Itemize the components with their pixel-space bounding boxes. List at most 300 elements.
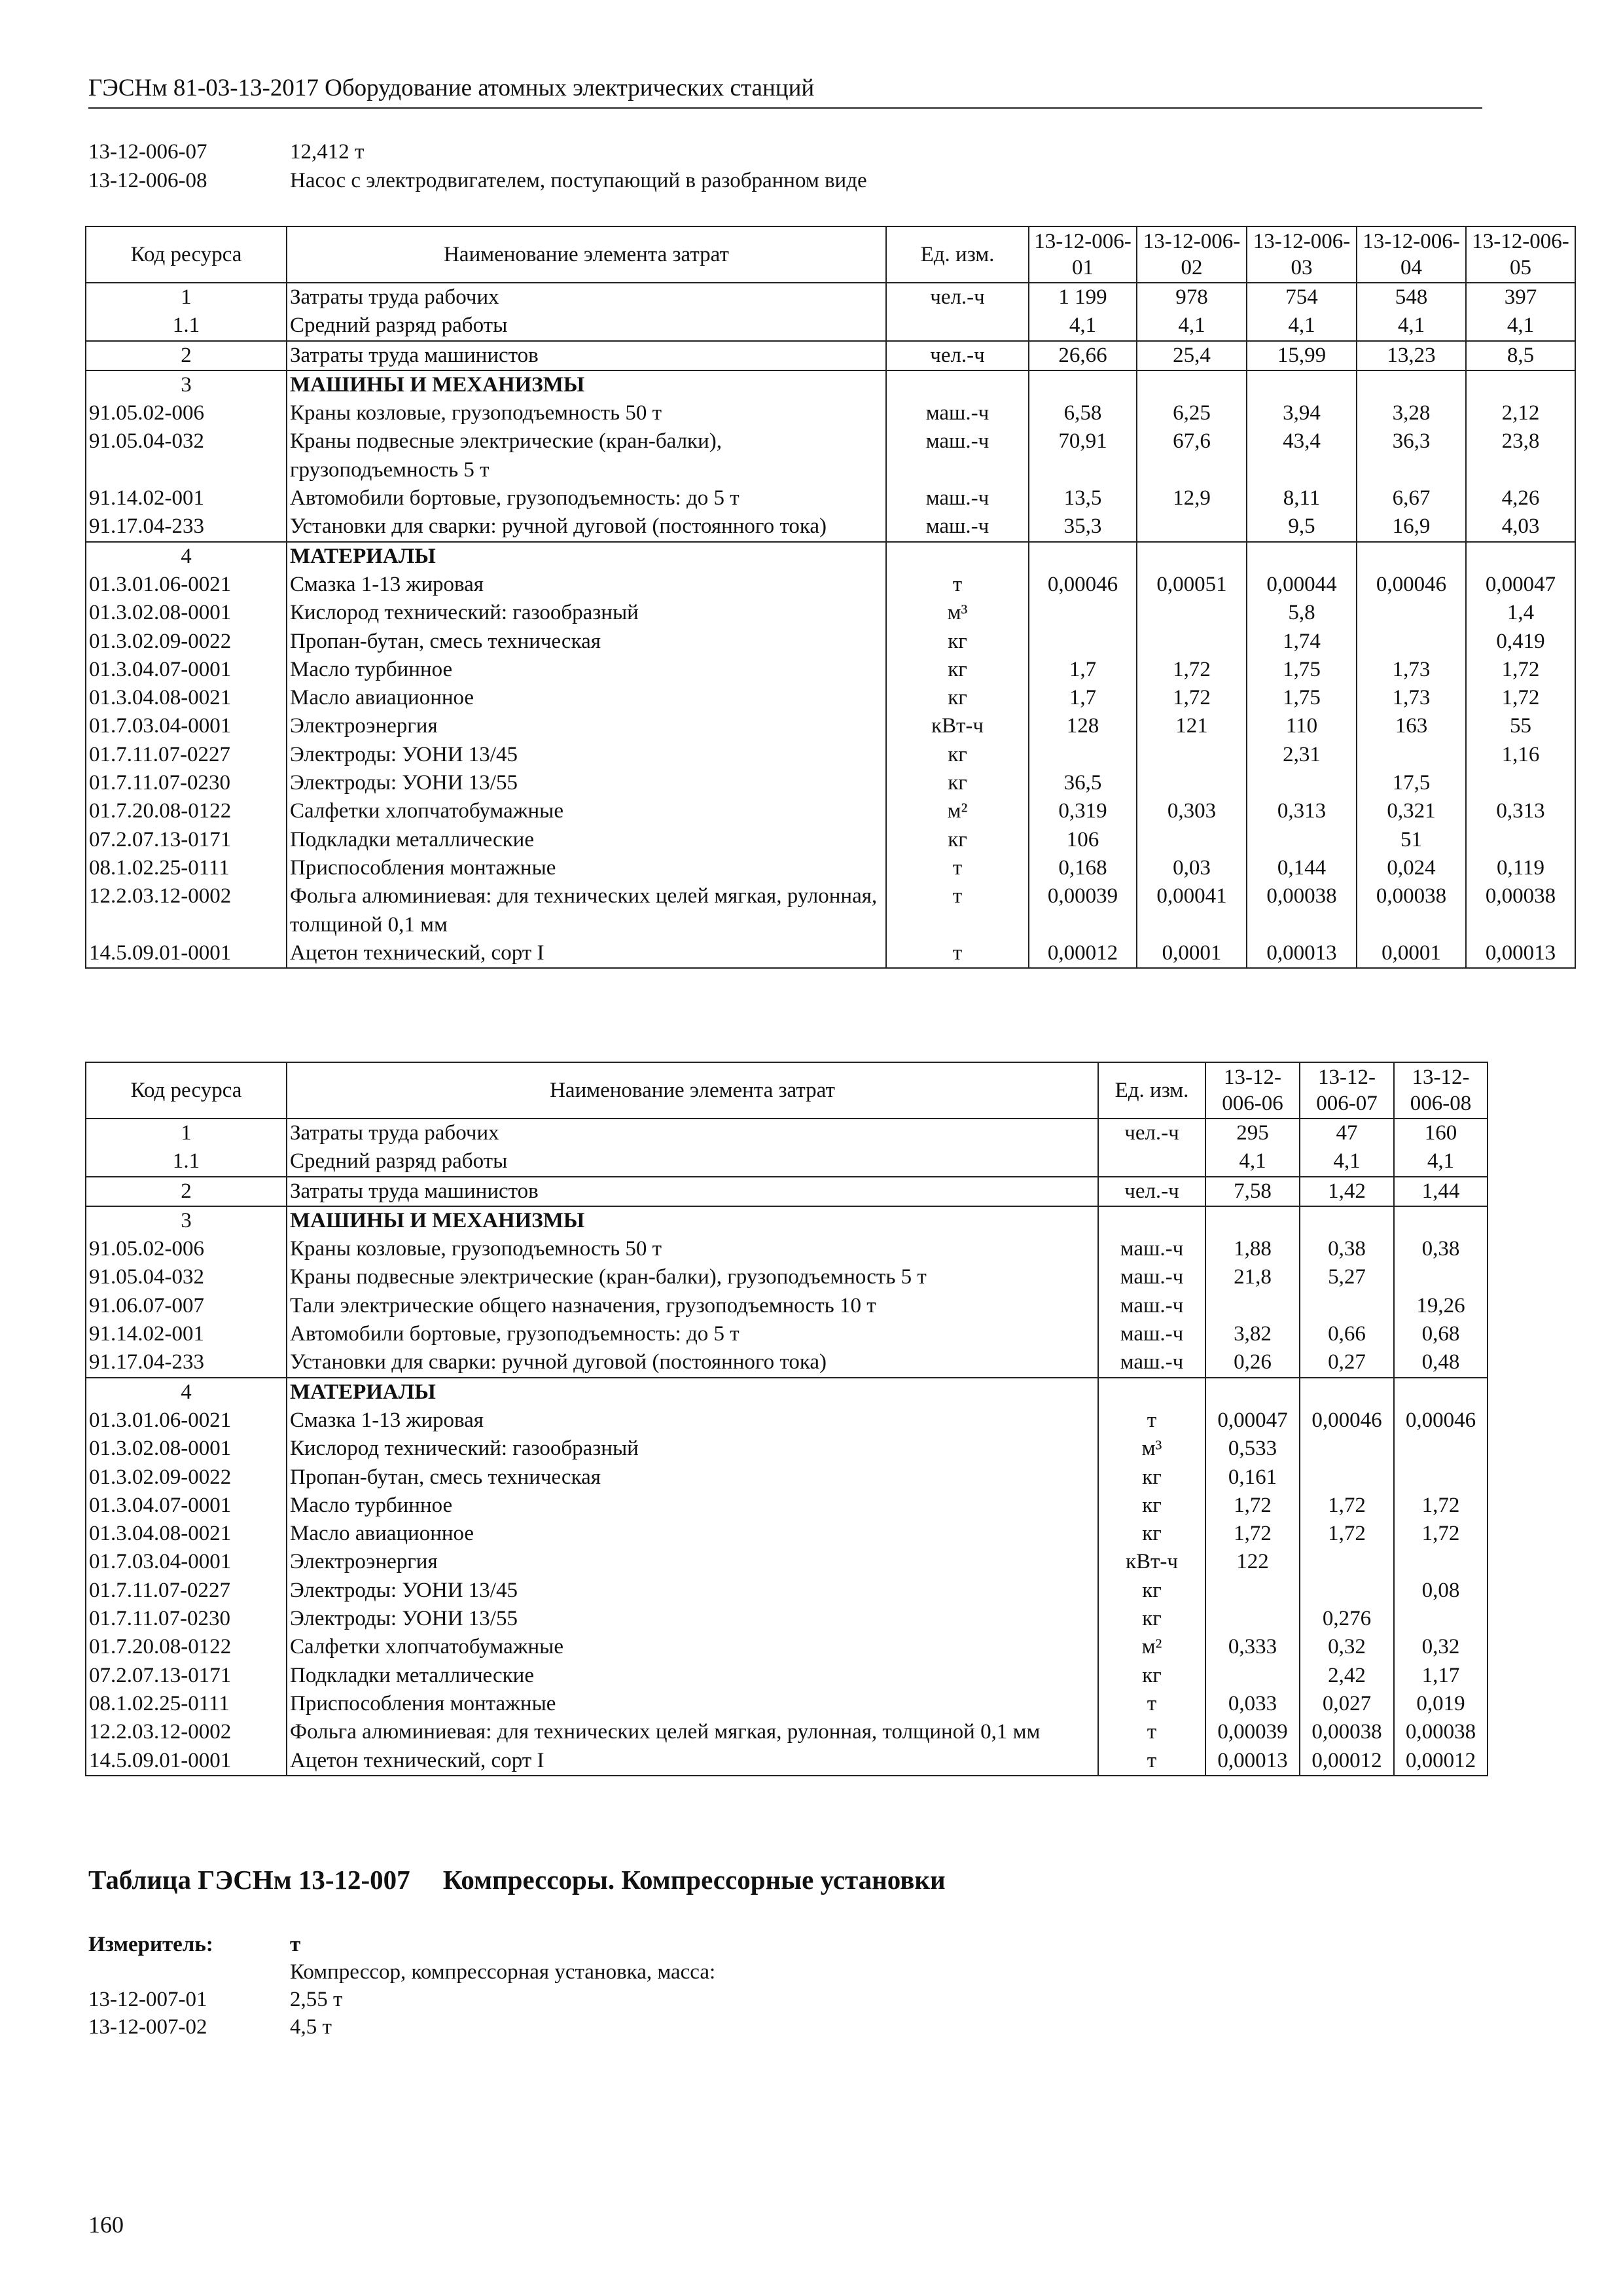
unit: кг <box>1098 1577 1205 1605</box>
norm-value: 0,00039 <box>1029 882 1137 939</box>
table-row <box>86 656 1575 684</box>
cost-element-name: Подкладки металлические <box>287 1662 1098 1690</box>
unit: м³ <box>886 599 1029 627</box>
unit: м² <box>1098 1633 1205 1661</box>
cost-element-name: Средний разряд работы <box>287 312 886 340</box>
unit: маш.-ч <box>886 484 1029 512</box>
cost-element-name: Затраты труда машинистов <box>287 1177 1098 1206</box>
norm-value: 0,321 <box>1357 797 1466 825</box>
cost-element-name: Пропан-бутан, смесь техническая <box>287 628 886 656</box>
unit: маш.-ч <box>1098 1292 1205 1320</box>
norm-value: 0,033 <box>1205 1690 1300 1718</box>
norm-value: 36,3 <box>1357 427 1466 484</box>
norm-value: 106 <box>1029 826 1137 854</box>
header-norm-code: 13-12-006-03 <box>1247 226 1357 283</box>
norm-value: 978 <box>1137 283 1247 312</box>
table-row <box>86 1378 1488 1407</box>
intro-block <box>88 137 867 195</box>
resource-code: 01.7.11.07-0227 <box>86 741 287 769</box>
unit: т <box>886 939 1029 968</box>
norm-value: 4,1 <box>1394 1147 1488 1176</box>
resource-code: 2 <box>86 1177 287 1206</box>
table-row <box>86 599 1575 627</box>
norm-value: 36,5 <box>1029 769 1137 797</box>
norm-value: 0,00012 <box>1029 939 1137 968</box>
table-row <box>86 542 1575 571</box>
norm-value: 1,73 <box>1357 684 1466 712</box>
header-norm-code: 13-12-006-05 <box>1466 226 1575 283</box>
table-row <box>86 1662 1488 1690</box>
norm-value: 1,16 <box>1466 741 1575 769</box>
page-number: 160 <box>88 2212 124 2238</box>
unit: маш.-ч <box>1098 1320 1205 1348</box>
norm-value: 0,00039 <box>1205 1718 1300 1746</box>
cost-element-name: Салфетки хлопчатобумажные <box>287 797 886 825</box>
resource-code: 01.3.04.08-0021 <box>86 1520 287 1548</box>
unit: маш.-ч <box>886 512 1029 541</box>
unit: кг <box>886 656 1029 684</box>
norm-value: 4,1 <box>1357 312 1466 340</box>
norm-value: 51 <box>1357 826 1466 854</box>
meter-text: 2,55 т <box>290 1988 343 2011</box>
unit: кг <box>886 684 1029 712</box>
norm-value: 23,8 <box>1466 427 1575 484</box>
cost-element-name: МАТЕРИАЛЫ <box>287 542 886 571</box>
table-row <box>86 1520 1488 1548</box>
cost-element-name: Автомобили бортовые, грузоподъемность: до 5 т <box>287 484 886 512</box>
cost-element-name: Тали электрические общего назначения, грузоподъемность 10 т <box>287 1292 1098 1320</box>
norm-value: 3,94 <box>1247 399 1357 427</box>
norm-value <box>1137 628 1247 656</box>
table-row <box>86 370 1575 399</box>
cost-element-name: Пропан-бутан, смесь техническая <box>287 1463 1098 1492</box>
norm-value: 0,313 <box>1466 797 1575 825</box>
norm-value: 4,1 <box>1247 312 1357 340</box>
resource-code: 01.3.02.09-0022 <box>86 628 287 656</box>
norm-value: 1 199 <box>1029 283 1137 312</box>
norm-value: 4,1 <box>1466 312 1575 340</box>
norm-value <box>1137 769 1247 797</box>
unit: кг <box>886 628 1029 656</box>
resource-code: 01.3.04.07-0001 <box>86 1492 287 1520</box>
norm-value <box>1029 628 1137 656</box>
unit: т <box>1098 1690 1205 1718</box>
table-row <box>86 312 1575 340</box>
resource-table-1 <box>85 226 1576 969</box>
table-row <box>86 1206 1488 1235</box>
norm-value: 0,32 <box>1394 1633 1488 1661</box>
header-norm-code: 13-12-006-08 <box>1394 1062 1488 1119</box>
resource-code: 91.17.04-233 <box>86 512 287 541</box>
table-row <box>86 1492 1488 1520</box>
resource-code: 01.7.11.07-0230 <box>86 769 287 797</box>
resource-code: 01.3.04.08-0021 <box>86 684 287 712</box>
norm-value: 0,38 <box>1394 1235 1488 1263</box>
table-row <box>86 484 1575 512</box>
norm-value <box>1205 1605 1300 1633</box>
norm-value: 4,1 <box>1300 1147 1394 1176</box>
norm-value: 0,0001 <box>1357 939 1466 968</box>
norm-value: 0,08 <box>1394 1577 1488 1605</box>
header-unit: Ед. изм. <box>1098 1062 1205 1119</box>
cost-element-name: Кислород технический: газообразный <box>287 1435 1098 1463</box>
resource-code: 14.5.09.01-0001 <box>86 939 287 968</box>
norm-value: 4,1 <box>1137 312 1247 340</box>
norm-value: 0,00051 <box>1137 571 1247 599</box>
header-unit: Ед. изм. <box>886 226 1029 283</box>
norm-value: 0,161 <box>1205 1463 1300 1492</box>
meter-text: 4,5 т <box>290 2015 332 2039</box>
norm-value <box>1137 741 1247 769</box>
header-name: Наименование элемента затрат <box>287 1062 1098 1119</box>
next-table-name: Компрессоры. Компрессорные установки <box>442 1865 946 1895</box>
norm-value: 6,25 <box>1137 399 1247 427</box>
norm-value: 0,419 <box>1466 628 1575 656</box>
norm-value: 4,1 <box>1029 312 1137 340</box>
norm-value: 0,00038 <box>1394 1718 1488 1746</box>
table-row <box>86 1320 1488 1348</box>
norm-value: 13,23 <box>1357 341 1466 370</box>
norm-value: 0,319 <box>1029 797 1137 825</box>
norm-value: 1,75 <box>1247 684 1357 712</box>
norm-value <box>1394 1463 1488 1492</box>
header-norm-code: 13-12-006-07 <box>1300 1062 1394 1119</box>
meter-block <box>88 1931 715 2041</box>
norm-value: 0,00012 <box>1300 1747 1394 1776</box>
norm-value <box>1300 1292 1394 1320</box>
unit: т <box>1098 1407 1205 1435</box>
norm-value: 17,5 <box>1357 769 1466 797</box>
cost-element-name: Ацетон технический, сорт I <box>287 939 886 968</box>
unit: чел.-ч <box>886 341 1029 370</box>
cost-element-name: Масло турбинное <box>287 656 886 684</box>
table-row <box>86 1747 1488 1776</box>
unit <box>886 312 1029 340</box>
resource-table-2 <box>85 1062 1488 1776</box>
cost-element-name: Краны козловые, грузоподъемность 50 т <box>287 399 886 427</box>
unit: маш.-ч <box>886 399 1029 427</box>
resource-code: 01.3.04.07-0001 <box>86 656 287 684</box>
table-row <box>86 797 1575 825</box>
norm-value: 0,00044 <box>1247 571 1357 599</box>
resource-code: 91.05.04-032 <box>86 427 287 484</box>
norm-value: 1,72 <box>1205 1492 1300 1520</box>
norm-value <box>1137 512 1247 541</box>
meter-code: 13-12-007-02 <box>88 2015 207 2039</box>
norm-value: 2,42 <box>1300 1662 1394 1690</box>
norm-value <box>1394 1435 1488 1463</box>
norm-value: 25,4 <box>1137 341 1247 370</box>
norm-value: 6,58 <box>1029 399 1137 427</box>
norm-value: 122 <box>1205 1548 1300 1576</box>
norm-value: 2,12 <box>1466 399 1575 427</box>
resource-code: 4 <box>86 542 287 571</box>
norm-value: 1,17 <box>1394 1662 1488 1690</box>
norm-value <box>1029 599 1137 627</box>
meter-unit: т <box>290 1933 301 1956</box>
norm-value: 3,28 <box>1357 399 1466 427</box>
norm-value <box>1205 1662 1300 1690</box>
table-row <box>86 1235 1488 1263</box>
cost-element-name: Масло авиационное <box>287 1520 1098 1548</box>
norm-value: 0,303 <box>1137 797 1247 825</box>
norm-value: 0,00038 <box>1247 882 1357 939</box>
header-norm-code: 13-12-006-02 <box>1137 226 1247 283</box>
table-row <box>86 1177 1488 1206</box>
norm-value: 0,00046 <box>1029 571 1137 599</box>
norm-value: 43,4 <box>1247 427 1357 484</box>
header-name: Наименование элемента затрат <box>287 226 886 283</box>
norm-value: 0,48 <box>1394 1348 1488 1377</box>
page-header <box>88 73 1482 109</box>
norm-value: 0,00012 <box>1394 1747 1488 1776</box>
meter-row <box>88 1931 715 1958</box>
cost-element-name: Краны подвесные электрические (кран-балки), грузоподъемность 5 т <box>287 1263 1098 1291</box>
norm-value: 1,72 <box>1137 656 1247 684</box>
norm-value: 0,68 <box>1394 1320 1488 1348</box>
norm-value <box>1137 599 1247 627</box>
cost-element-name: Кислород технический: газообразный <box>287 599 886 627</box>
table-body <box>86 1119 1488 1776</box>
table-row <box>86 1548 1488 1576</box>
resource-code: 01.7.11.07-0227 <box>86 1577 287 1605</box>
header-norm-code: 13-12-006-01 <box>1029 226 1137 283</box>
norm-value: 1,72 <box>1394 1492 1488 1520</box>
unit: м³ <box>1098 1435 1205 1463</box>
table-row <box>86 1407 1488 1435</box>
table-row <box>86 684 1575 712</box>
norm-value: 0,00047 <box>1205 1407 1300 1435</box>
cost-element-name: Фольга алюминиевая: для технических целей мягкая, рулонная, толщиной 0,1 мм <box>287 1718 1098 1746</box>
resource-code: 01.3.02.08-0001 <box>86 599 287 627</box>
norm-value <box>1357 741 1466 769</box>
cost-element-name: МАТЕРИАЛЫ <box>287 1378 1098 1407</box>
norm-value <box>1357 628 1466 656</box>
resource-code: 08.1.02.25-0111 <box>86 1690 287 1718</box>
unit: чел.-ч <box>1098 1177 1205 1206</box>
norm-value: 1,74 <box>1247 628 1357 656</box>
cost-element-name: Электроды: УОНИ 13/55 <box>287 769 886 797</box>
norm-value: 4,26 <box>1466 484 1575 512</box>
norm-value: 0,119 <box>1466 854 1575 882</box>
unit: кг <box>1098 1492 1205 1520</box>
norm-value: 1,72 <box>1137 684 1247 712</box>
norm-value <box>1205 1292 1300 1320</box>
norm-value <box>1300 1577 1394 1605</box>
norm-value: 0,024 <box>1357 854 1466 882</box>
norm-value: 0,533 <box>1205 1435 1300 1463</box>
norm-value: 12,9 <box>1137 484 1247 512</box>
norm-value: 1,4 <box>1466 599 1575 627</box>
norm-value: 8,11 <box>1247 484 1357 512</box>
cost-element-name: Средний разряд работы <box>287 1147 1098 1176</box>
norm-value: 35,3 <box>1029 512 1137 541</box>
intro-text: Насос с электродвигателем, поступающий в разобранном виде <box>290 169 867 192</box>
resource-code: 01.3.01.06-0021 <box>86 571 287 599</box>
norm-value: 0,276 <box>1300 1605 1394 1633</box>
cost-element-name: Установки для сварки: ручной дуговой (постоянного тока) <box>287 1348 1098 1377</box>
norm-value: 0,00038 <box>1466 882 1575 939</box>
cost-element-name: МАШИНЫ И МЕХАНИЗМЫ <box>287 370 886 399</box>
unit: чел.-ч <box>1098 1119 1205 1147</box>
table-row <box>86 571 1575 599</box>
norm-value: 0,66 <box>1300 1320 1394 1348</box>
table-row <box>86 1263 1488 1291</box>
unit: т <box>1098 1747 1205 1776</box>
resource-code: 01.7.03.04-0001 <box>86 712 287 740</box>
table-row <box>86 769 1575 797</box>
intro-code: 13-12-006-08 <box>88 169 207 192</box>
table-row <box>86 712 1575 740</box>
cost-element-name: Затраты труда рабочих <box>287 283 886 312</box>
norm-value: 1,88 <box>1205 1235 1300 1263</box>
table-row <box>86 341 1575 370</box>
resource-code: 91.17.04-233 <box>86 1348 287 1377</box>
table-row <box>86 1718 1488 1746</box>
unit: т <box>886 854 1029 882</box>
resource-code: 91.05.02-006 <box>86 1235 287 1263</box>
resource-code: 4 <box>86 1378 287 1407</box>
resource-code: 1 <box>86 1119 287 1147</box>
norm-value <box>1137 826 1247 854</box>
unit: т <box>1098 1718 1205 1746</box>
cost-element-name: Автомобили бортовые, грузоподъемность: до 5 т <box>287 1320 1098 1348</box>
table-row <box>86 826 1575 854</box>
cost-element-name: Электроэнергия <box>287 1548 1098 1576</box>
norm-value: 0,027 <box>1300 1690 1394 1718</box>
norm-value: 1,72 <box>1205 1520 1300 1548</box>
norm-value: 1,72 <box>1466 656 1575 684</box>
unit: маш.-ч <box>886 427 1029 484</box>
cost-element-name: Установки для сварки: ручной дуговой (постоянного тока) <box>287 512 886 541</box>
norm-value: 1,44 <box>1394 1177 1488 1206</box>
table-row <box>86 1605 1488 1633</box>
cost-element-name: Салфетки хлопчатобумажные <box>287 1633 1098 1661</box>
norm-value <box>1029 370 1137 399</box>
norm-value: 19,26 <box>1394 1292 1488 1320</box>
norm-value: 0,144 <box>1247 854 1357 882</box>
cost-element-name: Электроды: УОНИ 13/45 <box>287 741 886 769</box>
intro-text: 12,412 т <box>290 140 365 164</box>
cost-element-name: Смазка 1-13 жировая <box>287 1407 1098 1435</box>
unit: т <box>886 571 1029 599</box>
cost-element-name: Краны подвесные электрические (кран-балки), грузоподъемность 5 т <box>287 427 886 484</box>
table-row <box>86 427 1575 484</box>
norm-value: 3,82 <box>1205 1320 1300 1348</box>
cost-element-name: Затраты труда рабочих <box>287 1119 1098 1147</box>
norm-value <box>1137 542 1247 571</box>
table-row <box>86 628 1575 656</box>
resource-code: 91.05.02-006 <box>86 399 287 427</box>
cost-element-name: Ацетон технический, сорт I <box>287 1747 1098 1776</box>
norm-value <box>1300 1206 1394 1235</box>
norm-value: 0,03 <box>1137 854 1247 882</box>
table-header-row <box>86 1062 1488 1119</box>
unit: т <box>886 882 1029 939</box>
table-row <box>86 1577 1488 1605</box>
meter-row <box>88 2013 715 2041</box>
norm-value: 13,5 <box>1029 484 1137 512</box>
norm-value <box>1300 1435 1394 1463</box>
norm-value: 0,26 <box>1205 1348 1300 1377</box>
norm-value <box>1466 826 1575 854</box>
cost-element-name: Приспособления монтажные <box>287 1690 1098 1718</box>
norm-value <box>1357 599 1466 627</box>
table-row <box>86 1292 1488 1320</box>
intro-code: 13-12-006-07 <box>88 140 207 164</box>
resource-code: 3 <box>86 1206 287 1235</box>
unit: кг <box>1098 1520 1205 1548</box>
resource-code: 01.7.03.04-0001 <box>86 1548 287 1576</box>
meter-description: Компрессор, компрессорная установка, масса: <box>290 1960 716 1984</box>
norm-value: 1,72 <box>1300 1520 1394 1548</box>
cost-element-name: Фольга алюминиевая: для технических целей мягкая, рулонная, толщиной 0,1 мм <box>287 882 886 939</box>
norm-value: 0,0001 <box>1137 939 1247 968</box>
norm-value: 9,5 <box>1247 512 1357 541</box>
table-row <box>86 1435 1488 1463</box>
norm-value: 397 <box>1466 283 1575 312</box>
norm-value: 0,313 <box>1247 797 1357 825</box>
norm-value: 2,31 <box>1247 741 1357 769</box>
table-body <box>86 283 1575 968</box>
norm-value <box>1300 1548 1394 1576</box>
meter-spacer <box>88 1958 290 1986</box>
norm-value: 0,00013 <box>1247 939 1357 968</box>
table-row <box>86 399 1575 427</box>
unit: кг <box>886 769 1029 797</box>
resource-code: 1.1 <box>86 312 287 340</box>
cost-element-name: Масло авиационное <box>287 684 886 712</box>
unit: кг <box>886 826 1029 854</box>
norm-value <box>1247 826 1357 854</box>
table-row <box>86 939 1575 968</box>
resource-code: 12.2.03.12-0002 <box>86 1718 287 1746</box>
norm-value: 1,73 <box>1357 656 1466 684</box>
norm-value: 0,00046 <box>1300 1407 1394 1435</box>
norm-value: 47 <box>1300 1119 1394 1147</box>
norm-value <box>1247 542 1357 571</box>
resource-code: 3 <box>86 370 287 399</box>
norm-value: 15,99 <box>1247 341 1357 370</box>
cost-element-name: Масло турбинное <box>287 1492 1098 1520</box>
resource-code: 14.5.09.01-0001 <box>86 1747 287 1776</box>
resource-code: 01.3.02.09-0022 <box>86 1463 287 1492</box>
norm-value <box>1394 1605 1488 1633</box>
resource-code: 01.7.11.07-0230 <box>86 1605 287 1633</box>
unit: маш.-ч <box>1098 1348 1205 1377</box>
norm-value: 0,00046 <box>1357 571 1466 599</box>
unit <box>1098 1206 1205 1235</box>
norm-value: 0,00013 <box>1466 939 1575 968</box>
norm-value: 1,7 <box>1029 684 1137 712</box>
norm-value <box>1394 1548 1488 1576</box>
unit: кг <box>1098 1605 1205 1633</box>
norm-value <box>1205 1577 1300 1605</box>
resource-code: 01.7.20.08-0122 <box>86 1633 287 1661</box>
resource-code: 91.06.07-007 <box>86 1292 287 1320</box>
table-row <box>86 283 1575 312</box>
meter-row <box>88 1958 715 1986</box>
norm-value <box>1205 1206 1300 1235</box>
norm-value: 121 <box>1137 712 1247 740</box>
intro-row <box>88 166 867 195</box>
table-row <box>86 854 1575 882</box>
norm-value: 55 <box>1466 712 1575 740</box>
norm-value: 0,00038 <box>1357 882 1466 939</box>
header-code: Код ресурса <box>86 1062 287 1119</box>
norm-value: 1,72 <box>1466 684 1575 712</box>
cost-element-name: Электроды: УОНИ 13/45 <box>287 1577 1098 1605</box>
